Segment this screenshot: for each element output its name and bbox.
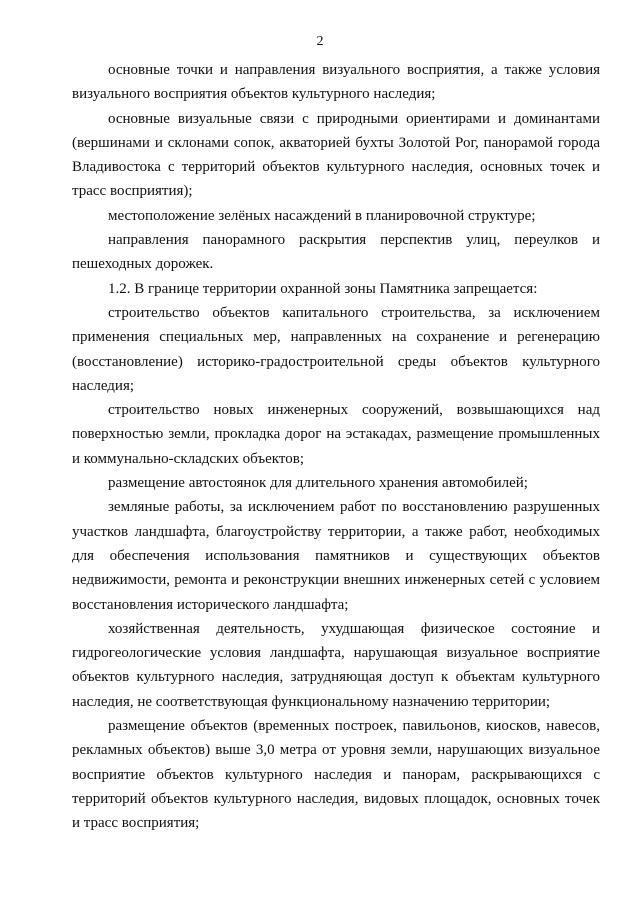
- document-body: [72, 58, 600, 836]
- paragraph-parking: размещение автостоянок для длительного хранения автомобилей;: [108, 475, 528, 492]
- paragraph-engineering-structures: строительство новых инженерных сооружений, возвышающихся над поверхностью земли, прокладка дорог на эстакадах, размещение промышленных и коммунально-складских объектов;: [72, 402, 600, 467]
- paragraph-earthworks: земляные работы, за исключением работ по восстановлению разрушенных участков ландшафта, благоустройству территории, а также работ, необходимых для обеспечения использования памятников и существующих объектов недвижимости, ремонта и реконструкции внешних инженерных сетей с условием восстановления исторического ландшафта;: [72, 499, 600, 613]
- paragraph-capital-construction: строительство объектов капитального строительства, за исключением применения специальных мер, направленных на сохранение и регенерацию (восстановление) историко-градостроительной среды объектов культурного наследия;: [72, 304, 600, 394]
- paragraph-visual-links: основные визуальные связи с природными ориентирами и доминантами (вершинами и склонами сопок, акваторией бухты Золотой Рог, панорамой города Владивостока с территорий объектов культурного наследия, основных точек и трасс восприятия);: [72, 110, 600, 200]
- section-heading-prohibitions: 1.2. В границе территории охранной зоны Памятника запрещается:: [108, 280, 538, 297]
- paragraph-temporary-objects: размещение объектов (временных построек, павильонов, киосков, навесов, рекламных объектов) выше 3,0 метра от уровня земли, нарушающих визуальное восприятие объектов культурного наследия и панорам, раскрывающихся с территорий объектов культурного наследия, видовых площадок, основных точек и трасс восприятия;: [72, 718, 600, 832]
- page-number: 2: [316, 34, 324, 49]
- paragraph-economic-activity: хозяйственная деятельность, ухудшающая физическое состояние и гидрогеологические условия ландшафта, нарушающая визуальное восприятие объектов культурного наследия, затрудняющая доступ к объектам культурного наследия, не соответствующая функциональному назначению территории;: [72, 620, 600, 710]
- paragraph-visual-perception-points: основные точки и направления визуального восприятия, а также условия визуального восприятия объектов культурного наследия;: [72, 62, 600, 103]
- paragraph-green-spaces: местоположение зелёных насаждений в планировочной структуре;: [108, 207, 536, 224]
- paragraph-panoramic-directions: направления панорамного раскрытия перспектив улиц, переулков и пешеходных дорожек.: [72, 232, 600, 273]
